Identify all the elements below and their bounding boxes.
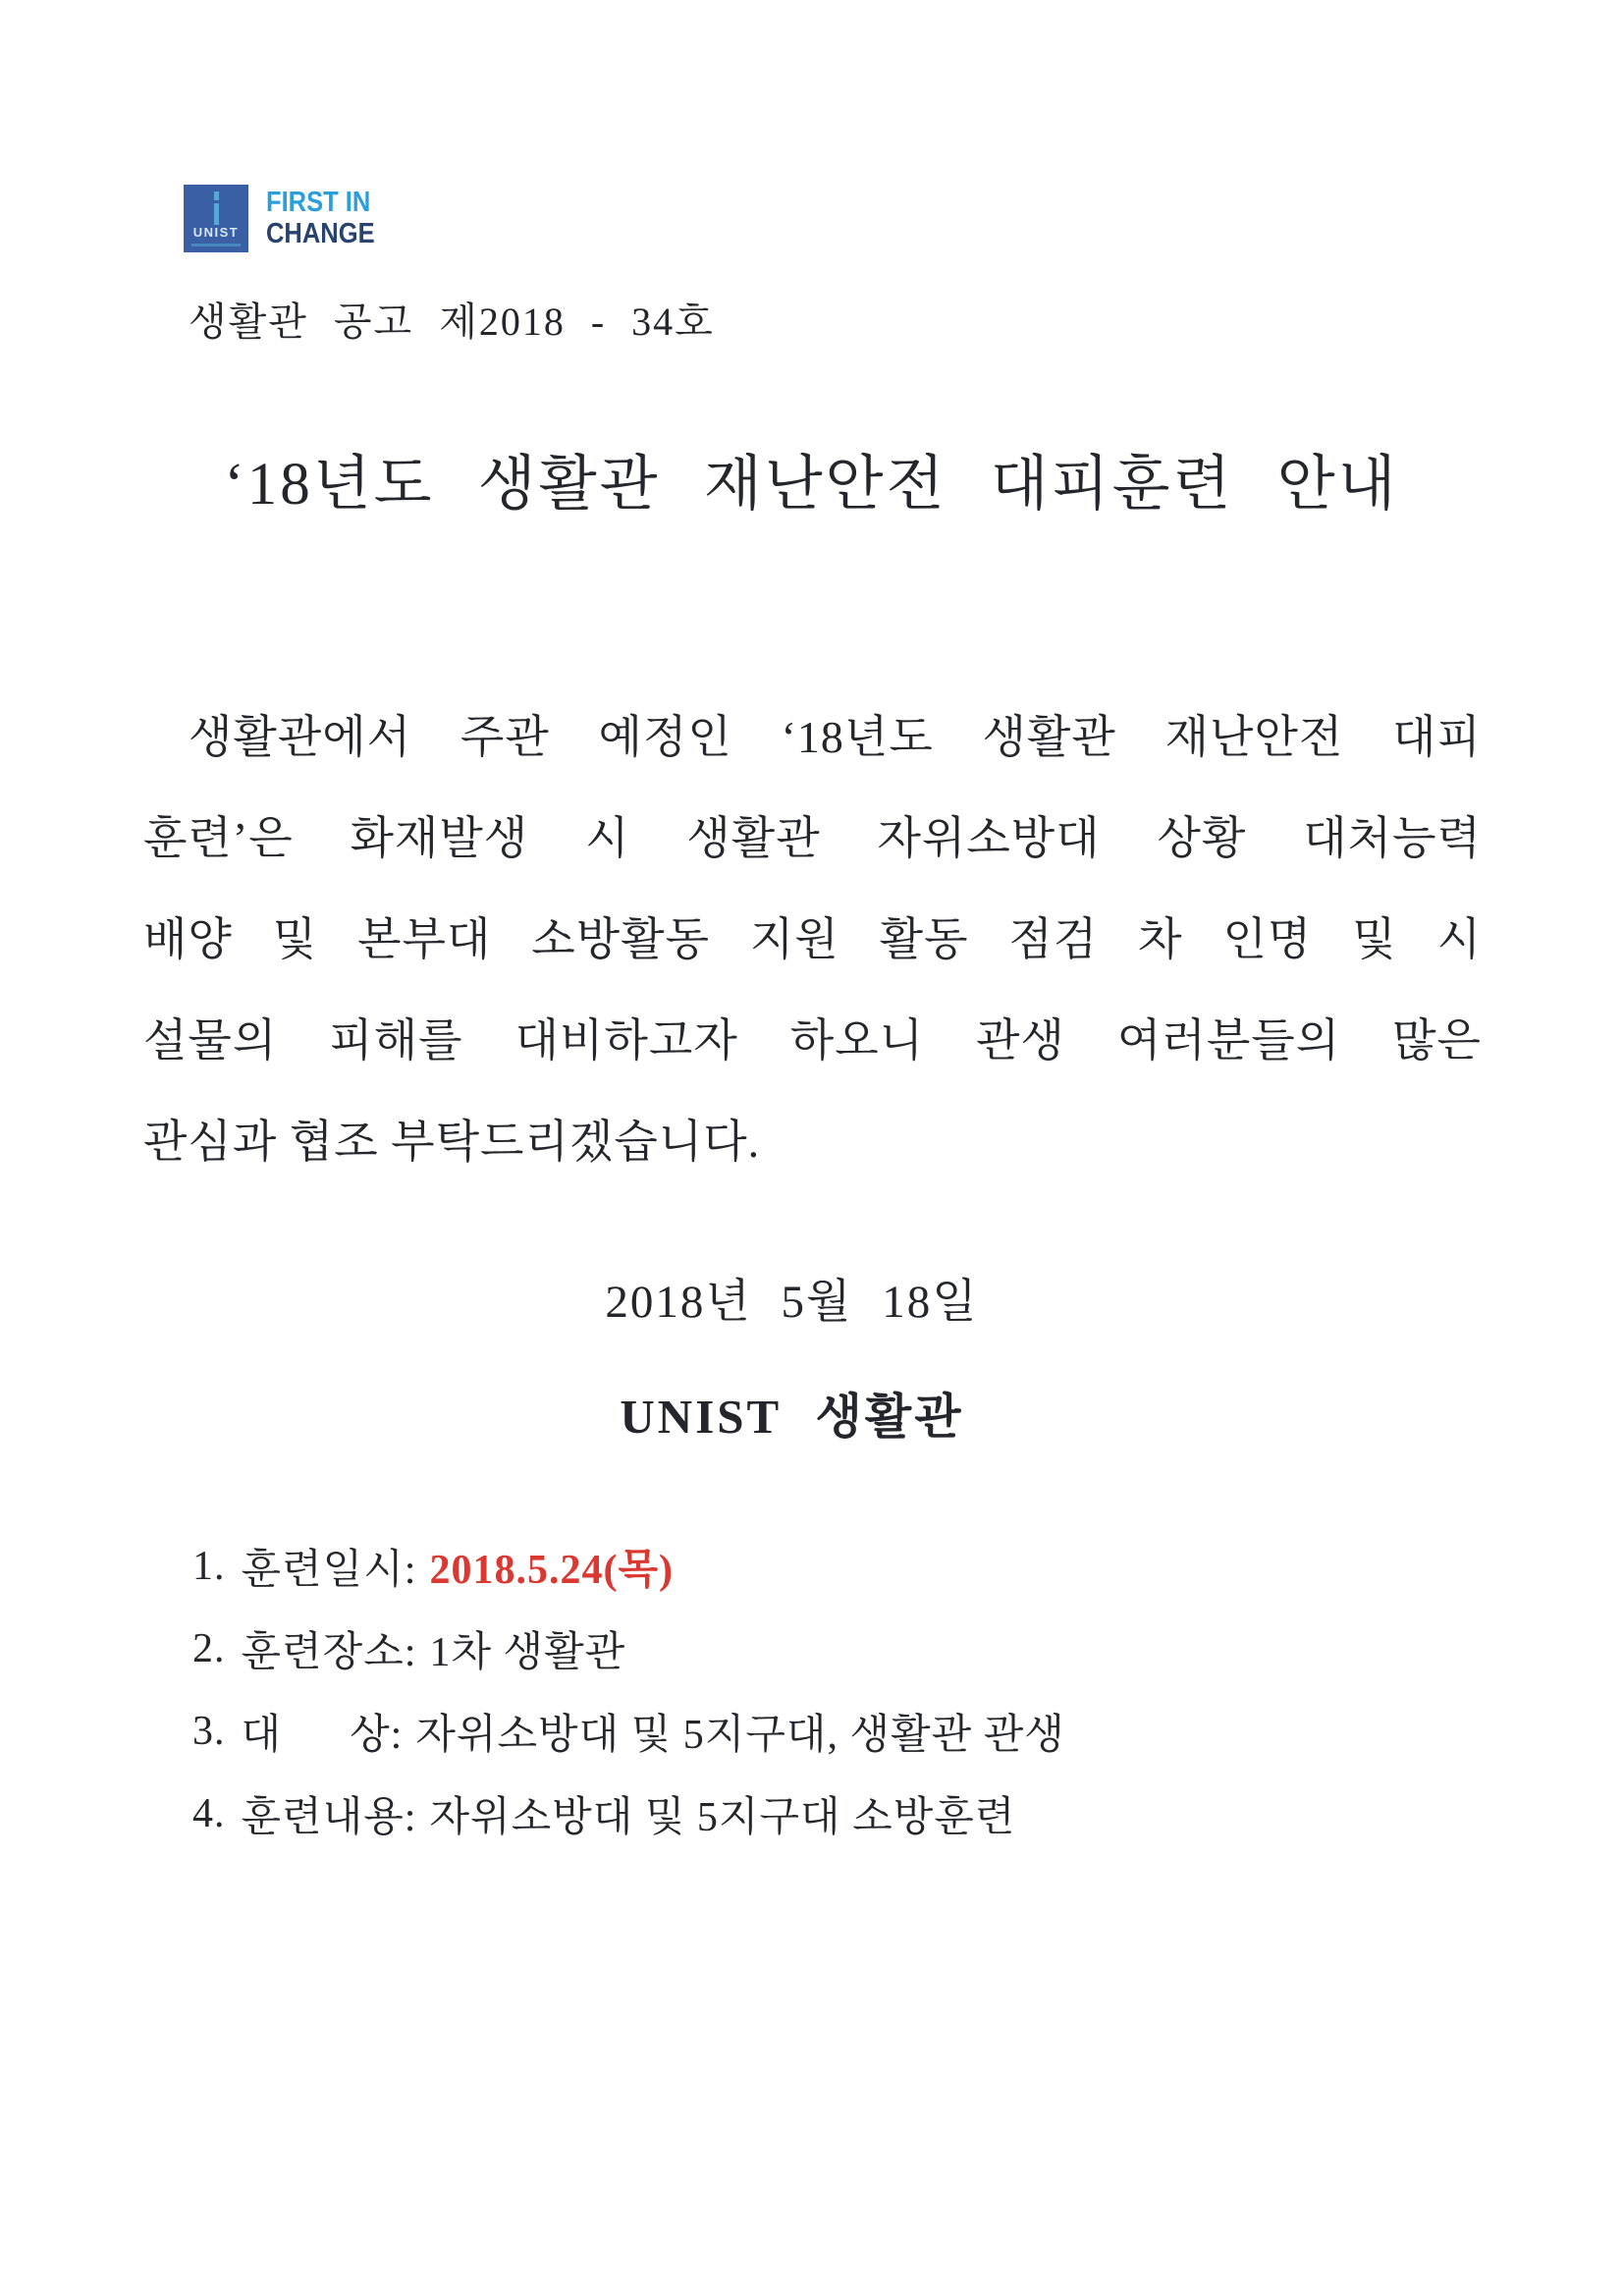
body-line: 훈련’은 화재발생 시 생활관 자위소방대 상황 대처능력 [143, 813, 1482, 863]
i-stem [214, 203, 219, 225]
logo-subtext-line [191, 244, 241, 246]
body-line: 설물의 피해를 대비하고자 하오니 관생 여러분들의 많은 [143, 1015, 1482, 1066]
item-value: 자위소방대 및 5지구대 소방훈련 [429, 1795, 1016, 1840]
tagline-first-in: FIRST IN [266, 187, 371, 218]
item-value: 1차 생활관 [429, 1630, 626, 1675]
unist-logo [184, 185, 390, 252]
body-line: 생활관에서 주관 예정인 ‘18년도 생활관 재난안전 대피 [189, 712, 1482, 762]
body-line: 관심과 협조 부탁드리겠습니다. [143, 1117, 761, 1167]
item-number: 1. [192, 1544, 226, 1589]
body-line: 배양 및 본부대 소방활동 지원 활동 점검 차 인명 및 시 [143, 914, 1482, 964]
notice-item-date [192, 1525, 1065, 1608]
tagline-change: CHANGE [266, 218, 375, 249]
doc-number: 생활관 공고 제2018 - 34호 [189, 300, 715, 344]
page-title: ‘18년도 생활관 재난안전 대피훈련 안내 [224, 452, 1399, 518]
unist-tagline [266, 185, 375, 249]
item-value-highlight: 2018.5.24(목) [429, 1548, 675, 1593]
item-label: 훈련내용: [241, 1795, 417, 1840]
item-number: 2. [192, 1626, 226, 1671]
item-value: 자위소방대 및 5지구대, 생활관 관생 [415, 1713, 1065, 1758]
item-number: 4. [192, 1791, 226, 1836]
notice-item-target [192, 1690, 1065, 1773]
notice-item-content [192, 1773, 1065, 1855]
unist-i-icon [184, 185, 248, 252]
body-paragraph [143, 686, 1482, 1192]
item-label: 훈련일시: [241, 1548, 417, 1593]
item-label: 대 상: [241, 1713, 404, 1758]
i-dot [214, 191, 219, 200]
unist-logo-mark [184, 185, 248, 252]
unist-logo-text: UNIST [192, 225, 240, 240]
signature-date: 2018년 5월 18일 [605, 1277, 979, 1328]
signature-org: UNIST 생활관 [620, 1390, 964, 1444]
notice-list [192, 1525, 1065, 1855]
signature-block [0, 1265, 1584, 1448]
item-number: 3. [192, 1709, 226, 1754]
notice-item-place [192, 1608, 1065, 1690]
item-label: 훈련장소: [241, 1630, 417, 1675]
